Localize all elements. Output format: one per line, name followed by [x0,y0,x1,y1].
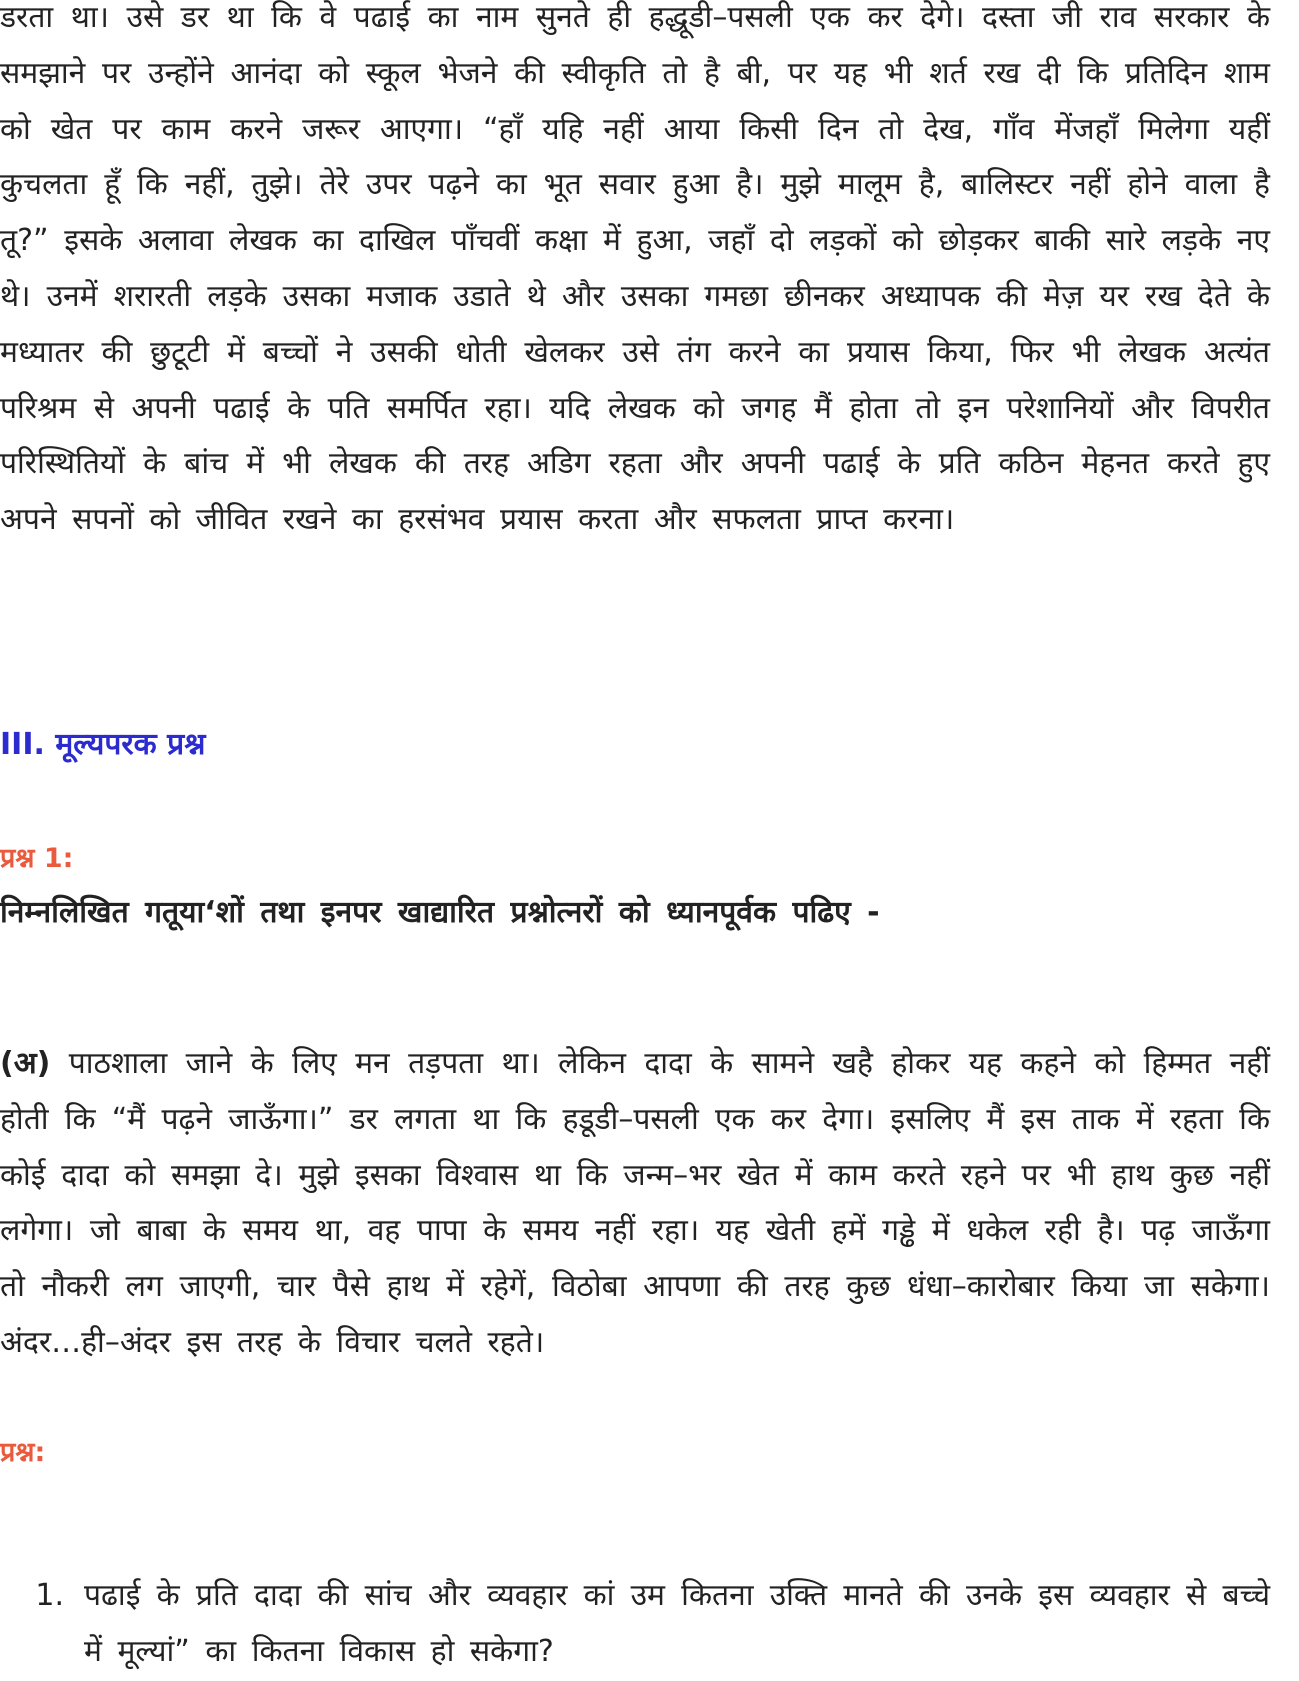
question-list [0,1568,1270,1680]
passage-text: पाठशाला जाने के लिए मन तड़पता था। लेकिन दादा के सामने खहै होकर यह कहने को हिम्मत नहीं होती कि “मैं पढ़ने जाऊँगा।” डर लगता था कि हडूडी–पसली एक कर देगा। इसलिए मैं इस ताक में रहता कि कोई दादा को समझा दे। मुझे इसका विश्वास था कि जन्म–भर खेत में काम करते रहने पर भी हाथ कुछ नहीं लगेगा। जो बाबा के समय था, वह पापा के समय नहीं रहा। यह खेती हमें गड्ढे में धकेल रही है। पढ़ जाऊँगा तो नौकरी लग जाएगी, चार पैसे हाथ में रहेगें, विठोबा आपणा की तरह कुछ धंधा–कारोबार किया जा सकेगा। अंदर…ही–अंदर इस तरह के विचार चलते रहते। [0,1046,1270,1360]
answer-paragraph: डरता था। उसे डर था कि वे पढाई का नाम सुनते ही हद्धूडी–पसली एक कर देगे। दस्ता जी राव सरकार के समझाने पर उन्होंने आनंदा को स्कूल भेजने की स्वीकृति तो है बी, पर यह भी शर्त रख दी कि प्रतिदिन शाम को खेत पर काम करने जरूर आएगा। “हाँ यहि नहीं आया किसी दिन तो देख, गाँव मेंजहाँ मिलेगा यहीं कुचलता हूँ कि नहीं, तुझे। तेरे उपर पढ़ने का भूत सवार हुआ है। मुझे मालूम है, बालिस्टर नहीं होने वाला है तू?” इसके अलावा लेखक का दाखिल पाँचवीं कक्षा में हुआ, जहाँ दो लड़कों को छोड़कर बाकी सारे लड़के नए थे। उनमें शरारती लड़के उसका मजाक उडाते थे और उसका गमछा छीनकर अध्यापक की मेज़ यर रख देते के मध्यातर की छुटूटी में बच्चों ने उसकी धोती खेलकर उसे तंग करने का प्रयास किया, फिर भी लेखक अत्यंत परिश्रम से अपनी पढाई के पति समर्पित रहा। यदि लेखक को जगह मैं होता तो इन परेशानियों और विपरीत परिस्थितियों के बांच में भी लेखक की तरह अडिग रहता और अपनी पढाई के प्रति कठिन मेहनत करते हुए अपने सपनों को जीवित रखने का हरसंभव प्रयास करता और सफलता प्राप्त करना। [0,0,1270,538]
list-item [0,1568,1270,1680]
passage-paragraph [0,1036,1270,1371]
question-1-label: प्रश्न 1: [0,843,74,874]
question-text: पढाई के प्रति दादा की सांच और व्यवहार कां उम कितना उक्ति मानते की उनके इस व्यवहार से बच्चे में मूल्यां” का कितना विकास हो सकेगा? [84,1578,1270,1669]
question-number: 1. [35,1578,64,1613]
passage-marker: (अ) [0,1046,51,1081]
instruction-text: निम्नलिखित गतूया‘शों तथा इनपर खाद्यारित प्रश्नोत्नरों को ध्यानपूर्वक पढिए - [0,895,880,930]
section-heading-value-questions: III. मूल्यपरक प्रश्न [0,727,206,762]
questions-label: प्रश्न: [0,1437,46,1468]
